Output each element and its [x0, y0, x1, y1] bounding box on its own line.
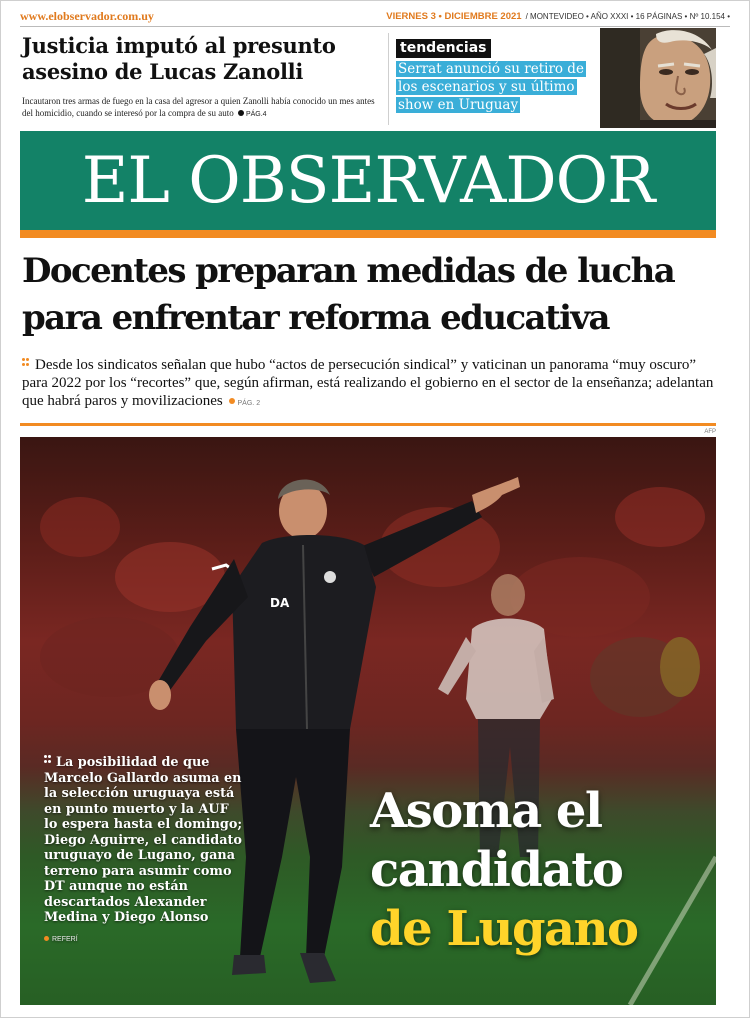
trend-tag: tendencias	[396, 39, 491, 58]
lead-deck	[22, 356, 718, 413]
teaser-headline[interactable]: Justicia imputó al presunto asesino de Lucas Zanolli	[22, 33, 336, 84]
photo-headline[interactable]	[370, 782, 715, 959]
portrait-illustration	[600, 28, 716, 128]
teaser-body-text: Incautaron tres armas de fuego en la casa del agresor a quien Zanolli había conocido un mes antes del homicidio, cuando se interesó por la compra de su auto	[22, 96, 375, 118]
bullet-marker-icon	[22, 358, 31, 368]
site-url-link[interactable]: www.elobservador.com.uy	[20, 8, 154, 23]
trend-headline[interactable]	[396, 60, 598, 114]
photo-headline-line3: de Lugano	[370, 901, 638, 957]
dateline	[386, 11, 730, 22]
photo-headline-line2: candidato	[370, 842, 623, 898]
top-info-bar	[20, 8, 730, 24]
serrat-portrait-photo	[600, 28, 716, 128]
teaser-page-ref: PÁG.4	[245, 111, 267, 118]
lead-deck-text: Desde los sindicatos señalan que hubo “actos de persecución sindical” y vaticinan un panorama “muy oscuro” para 2022 por los “recortes” que, según afirman, está realizando el gobierno en el sector de la enseñanza; adelantan que habrá paros y movilizaciones	[22, 357, 714, 409]
teaser-divider	[388, 33, 389, 125]
caption-bullet-icon	[44, 755, 53, 765]
issue-meta: / MONTEVIDEO • AÑO XXXI • 16 PÁGINAS • Nº 10.154 •	[525, 11, 730, 21]
teaser-body	[22, 95, 387, 121]
jacket-initials: DA	[270, 596, 290, 610]
trend-headline-text: Serrat anunció su retiro de los escenarios y su último show en Uruguay	[398, 61, 584, 113]
trend-teaser[interactable]	[396, 37, 598, 114]
issue-date: VIERNES 3 • DICIEMBRE 2021	[386, 10, 522, 22]
caption-section-ref	[44, 932, 244, 948]
masthead[interactable]	[20, 131, 716, 230]
top-divider	[20, 26, 730, 27]
photo-credit: AFP	[704, 429, 716, 435]
photo-caption-text: La posibilidad de que Marcelo Gallardo asuma en la selección uruguaya está en punto muerto y la AUF lo espera hasta el domingo; Diego Aguirre, el candidato uruguayo de Lugano, gana terreno para asumir como DT aunque no están descartados Alexander Medina y Diego Alonso	[44, 755, 243, 925]
lead-page-ref: PÁG. 2	[237, 400, 261, 407]
caption-section-label: REFERÍ	[52, 935, 78, 943]
section-ref-dot-icon	[44, 936, 49, 941]
bullet-dot-icon	[238, 110, 244, 116]
teaser-story[interactable]	[22, 33, 387, 121]
lead-divider	[20, 423, 716, 426]
masthead-title: EL OBSERVADOR	[81, 143, 655, 218]
masthead-accent-bar	[20, 230, 716, 238]
page-ref-dot-icon	[229, 398, 235, 404]
lead-headline[interactable]: Docentes preparan medidas de lucha para enfrentar reforma educativa	[22, 251, 675, 338]
photo-headline-line1: Asoma el	[370, 783, 602, 839]
photo-caption	[44, 755, 244, 947]
